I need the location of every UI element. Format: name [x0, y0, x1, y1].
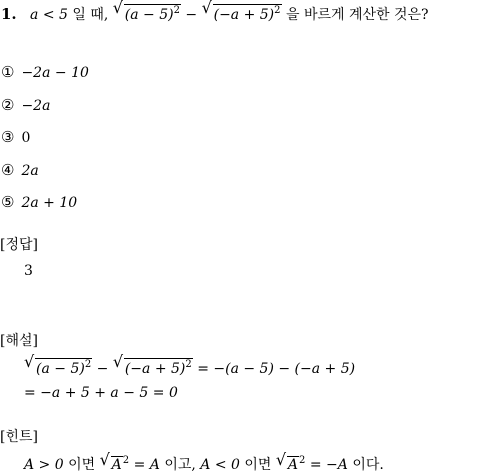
sqrt-expression-1: √ $(a - 5)^2$: [112, 0, 180, 23]
choice-marker: ②: [1, 96, 15, 114]
choice-text: 0: [21, 130, 31, 146]
choice-3[interactable]: [1, 128, 30, 146]
sqrt-expression-2: √ $(-a + 5)^2$: [112, 352, 192, 377]
choice-text: 2a + 10: [21, 195, 78, 211]
explanation-rhs: = −(a − 5) − (−a + 5): [197, 361, 356, 377]
question-stem: [1, 0, 429, 24]
explanation-line-2: = −a + 5 + a − 5 = 0: [24, 385, 178, 401]
choice-text: 2a: [21, 163, 39, 179]
explanation-label: [해설]: [0, 333, 38, 349]
answer-label: [정답]: [0, 237, 38, 253]
answer-value: 3: [24, 263, 33, 279]
choice-marker: ③: [1, 128, 15, 146]
stem-condition: a < 5: [30, 7, 68, 23]
choice-text: −2a − 10: [21, 65, 89, 81]
sqrt-expression-2: √ $(-a + 5)^2$: [201, 0, 281, 23]
choice-marker: ④: [1, 161, 15, 179]
sqrt-A-2: √ A: [275, 450, 299, 473]
hint-label: [힌트]: [0, 429, 38, 445]
choice-text: −2a: [21, 98, 51, 114]
hint-text: A > 0 이면 √ $A^2 = A$ 이고, A < 0 이면 √ $A^2 = -A$ 이다.: [24, 450, 384, 473]
choice-marker: ⑤: [1, 193, 15, 211]
question-number: 1.: [1, 5, 17, 23]
stem-text-2: 을 바르게 계산한 것은?: [285, 7, 429, 23]
stem-minus: −: [185, 7, 198, 23]
sqrt-A-1: √ A: [99, 450, 122, 473]
choice-5[interactable]: [1, 193, 77, 211]
choice-4[interactable]: [1, 161, 39, 179]
choice-2[interactable]: [1, 96, 50, 114]
choice-1[interactable]: [1, 63, 89, 81]
choice-marker: ①: [1, 63, 15, 81]
explanation-line-1: √ $(a - 5)^2$ − √ $(-a + 5)^2 = -(a - 5) - (-a + 5)$: [24, 352, 356, 377]
stem-text-1: 일 때,: [72, 7, 109, 23]
sqrt-expression-1: √ $(a - 5)^2$: [24, 352, 92, 377]
